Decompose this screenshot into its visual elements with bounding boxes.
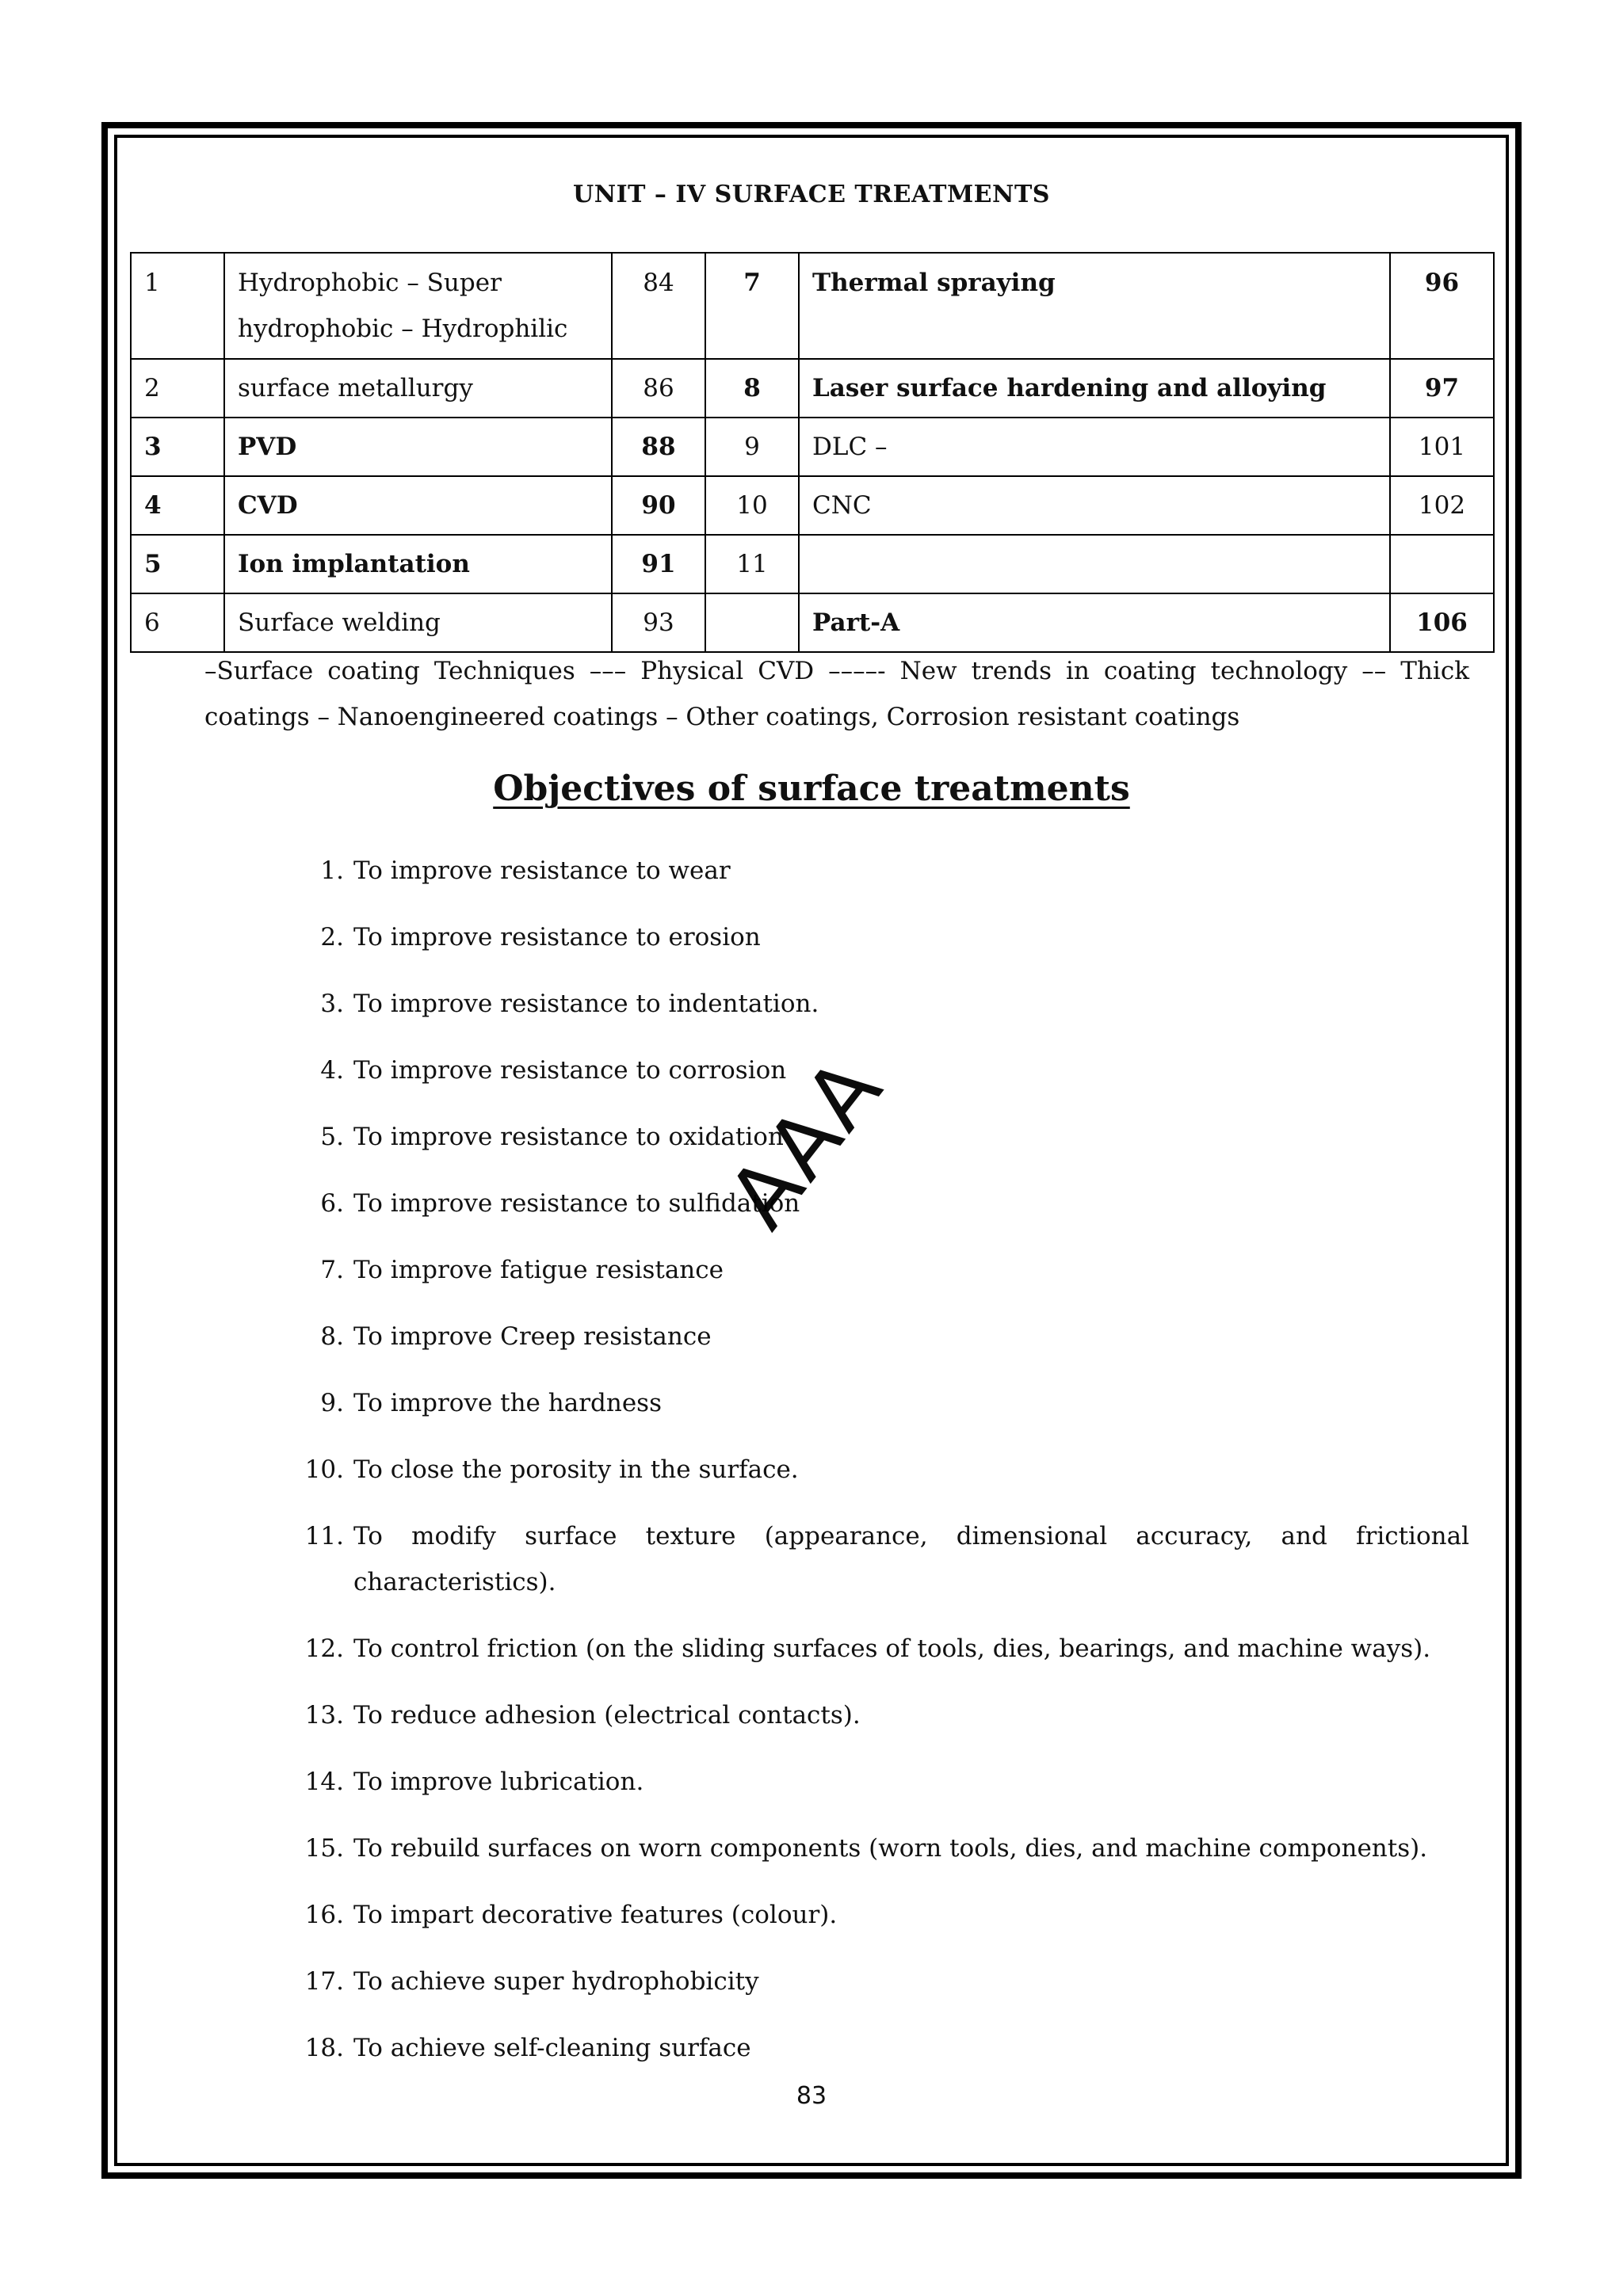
topic-page: 90 — [612, 476, 705, 535]
list-number: 4. — [320, 1056, 344, 1085]
unit-title: UNIT – IV SURFACE TREATMENTS — [573, 181, 1050, 208]
topic-title: Laser surface hardening and alloying — [799, 359, 1390, 418]
list-text: To impart decorative features (colour). — [353, 1901, 838, 1929]
topic-title — [799, 535, 1390, 593]
list-number: 1. — [320, 856, 344, 885]
topic-number — [705, 593, 799, 652]
list-item — [300, 1825, 1469, 1871]
list-text: To achieve self-cleaning surface — [353, 2034, 751, 2062]
list-text: To improve resistance to wear — [353, 856, 731, 885]
topic-title: CVD — [224, 476, 612, 535]
list-text: To reduce adhesion (electrical contacts). — [353, 1701, 861, 1730]
list-number: 18. — [304, 2034, 344, 2062]
topic-title: Thermal spraying — [799, 253, 1390, 359]
topic-number: 7 — [705, 253, 799, 359]
list-text: To improve resistance to indentation. — [353, 990, 819, 1018]
list-text: To improve resistance to oxidation — [353, 1123, 784, 1151]
contents-table — [130, 252, 1495, 653]
list-text: To close the porosity in the surface. — [353, 1455, 799, 1484]
list-text: To modify surface texture (appearance, dimensional accuracy, and frictional characteristics). — [353, 1522, 1469, 1596]
topic-page — [1390, 535, 1494, 593]
topic-number: 1 — [131, 253, 224, 359]
list-text: To achieve super hydrophobicity — [353, 1967, 759, 1996]
topic-number: 2 — [131, 359, 224, 418]
list-number: 11. — [304, 1522, 344, 1550]
list-item — [300, 1513, 1469, 1605]
list-item — [300, 1692, 1469, 1738]
list-text: To rebuild surfaces on worn components (worn tools, dies, and machine components). — [353, 1834, 1428, 1863]
section-heading — [0, 769, 1623, 809]
table-row — [131, 476, 1494, 535]
list-item — [300, 1447, 1469, 1493]
topic-number: 8 — [705, 359, 799, 418]
list-item — [300, 2025, 1469, 2071]
list-number: 7. — [320, 1256, 344, 1284]
topic-page: 86 — [612, 359, 705, 418]
list-text: To improve resistance to sulfidation — [353, 1189, 800, 1218]
list-text: To improve resistance to erosion — [353, 923, 761, 952]
list-number: 6. — [320, 1189, 344, 1218]
list-text: To improve Creep resistance — [353, 1322, 712, 1351]
list-number: 16. — [304, 1901, 344, 1929]
list-item — [300, 981, 1469, 1027]
list-text: To improve fatigue resistance — [353, 1256, 724, 1284]
topic-title: PVD — [224, 418, 612, 476]
table-row — [131, 418, 1494, 476]
list-item — [300, 1759, 1469, 1805]
watermark: AAA — [709, 1039, 903, 1247]
list-text: To improve the hardness — [353, 1389, 662, 1417]
topic-number: 10 — [705, 476, 799, 535]
list-number: 13. — [304, 1701, 344, 1730]
topic-number: 9 — [705, 418, 799, 476]
topic-page: 93 — [612, 593, 705, 652]
topic-title: surface metallurgy — [224, 359, 612, 418]
topic-page: 102 — [1390, 476, 1494, 535]
list-item — [300, 848, 1469, 894]
list-number: 3. — [320, 990, 344, 1018]
topic-page: 84 — [612, 253, 705, 359]
topic-title: Hydrophobic – Super hydrophobic – Hydrophilic — [224, 253, 612, 359]
table-row — [131, 535, 1494, 593]
section-heading-text: Objectives of surface treatments — [493, 769, 1130, 809]
topic-title: CNC — [799, 476, 1390, 535]
list-number: 8. — [320, 1322, 344, 1351]
topic-number: 6 — [131, 593, 224, 652]
list-number: 17. — [304, 1967, 344, 1996]
list-text: To improve resistance to corrosion — [353, 1056, 787, 1085]
topic-number: 4 — [131, 476, 224, 535]
list-text: To control friction (on the sliding surfaces of tools, dies, bearings, and machine ways). — [353, 1634, 1431, 1663]
page-number: 83 — [796, 2082, 827, 2110]
list-text: To improve lubrication. — [353, 1768, 644, 1796]
list-item — [300, 1180, 1469, 1226]
list-item — [300, 914, 1469, 960]
topic-title: Ion implantation — [224, 535, 612, 593]
list-item — [300, 1380, 1469, 1426]
table-row — [131, 253, 1494, 359]
topic-page: 96 — [1390, 253, 1494, 359]
syllabus-text: –Surface coating Techniques ––– Physical CVD ––––- New trends in coating technology –– Thick coatings – Nanoengineered coatings – Other coatings, Corrosion resistant coatings — [204, 657, 1469, 731]
list-number: 5. — [320, 1123, 344, 1151]
list-number: 10. — [304, 1455, 344, 1484]
topic-page: 97 — [1390, 359, 1494, 418]
list-item — [300, 1314, 1469, 1360]
table-row — [131, 359, 1494, 418]
topic-number: 3 — [131, 418, 224, 476]
topic-title: Part-A — [799, 593, 1390, 652]
list-number: 14. — [304, 1768, 344, 1796]
list-item — [300, 1247, 1469, 1293]
topic-number: 5 — [131, 535, 224, 593]
list-number: 12. — [304, 1634, 344, 1663]
table-row — [131, 593, 1494, 652]
topic-title: DLC – — [799, 418, 1390, 476]
list-number: 9. — [320, 1389, 344, 1417]
topic-title: Surface welding — [224, 593, 612, 652]
topic-page: 101 — [1390, 418, 1494, 476]
list-item — [300, 1626, 1469, 1672]
list-number: 2. — [320, 923, 344, 952]
list-item — [300, 1958, 1469, 2004]
list-item — [300, 1892, 1469, 1938]
topic-page: 106 — [1390, 593, 1494, 652]
topic-number: 11 — [705, 535, 799, 593]
topic-page: 88 — [612, 418, 705, 476]
topic-page: 91 — [612, 535, 705, 593]
list-number: 15. — [304, 1834, 344, 1863]
objectives-list — [300, 848, 1469, 2092]
